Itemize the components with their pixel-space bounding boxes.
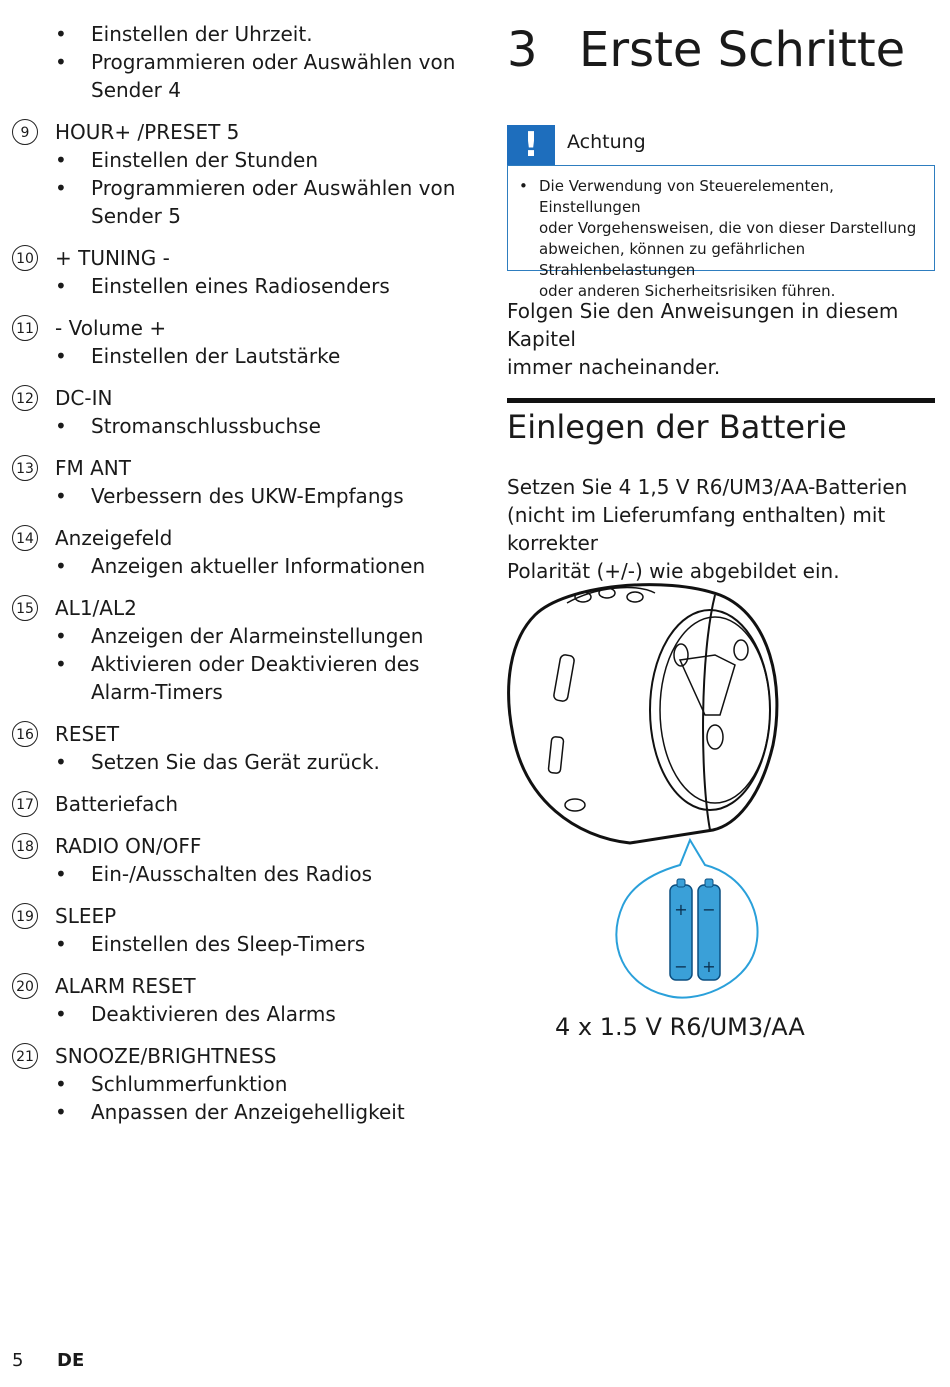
chapter-number: 3 [507,22,538,78]
bullet-text: Setzen Sie das Gerät zurück. [91,750,380,774]
item-number-badge: 15 [12,595,38,621]
chapter-heading [507,20,905,80]
bullet-text: Anzeigen aktueller Informationen [91,554,426,578]
bullet-dot: • [55,274,67,298]
chapter-title: Erste Schritte [579,22,906,78]
bullet-text: Stromanschlussbuchse [91,414,321,438]
item-title: FM ANT [55,456,131,480]
item-title: - Volume + [55,316,167,340]
item-number-badge: 11 [12,315,38,341]
caution-line: oder anderen Sicherheitsrisiken führen. [539,282,836,300]
item-number-badge: 14 [12,525,38,551]
bullet-text: Programmieren oder Auswählen von [91,50,456,74]
bullet-text: Schlummerfunktion [91,1072,288,1096]
bullet-text: Aktivieren oder Deaktivieren des [91,652,420,676]
item-title: HOUR+ /PRESET 5 [55,120,240,144]
item-title: Anzeigefeld [55,526,173,550]
caution-box [507,125,935,300]
item-title: ALARM RESET [55,974,196,998]
radio-device-drawing [509,585,777,843]
battery-plus-label: + [702,957,716,976]
bullet-text: Sender 4 [91,78,181,102]
section-line: Setzen Sie 4 1,5 V R6/UM3/AA-Batterien [507,475,908,499]
bullet-text: Einstellen des Sleep-Timers [91,932,366,956]
bullet-dot: • [55,750,67,774]
bullet-dot: • [55,1100,67,1124]
bullet-dot: • [55,50,67,74]
item-number-badge: 9 [12,119,38,145]
item-title: SNOOZE/BRIGHTNESS [55,1044,277,1068]
bullet-text: Anpassen der Anzeigehelligkeit [91,1100,405,1124]
caution-text [539,176,931,302]
bullet-dot: • [55,344,67,368]
item-number-badge: 16 [12,721,38,747]
item-number-badge: 20 [12,973,38,999]
battery-plus-label: + [674,900,688,919]
bullet-dot: • [55,624,67,648]
item-title: + TUNING - [55,246,170,270]
bullet-dot: • [55,862,67,886]
bullet-text: Einstellen der Stunden [91,148,319,172]
caution-bullet: • [519,177,528,195]
bullet-text: Verbessern des UKW-Empfangs [91,484,404,508]
item-number-badge: 17 [12,791,38,817]
caution-line: abweichen, können zu gefährlichen Strahlenbelastungen [539,240,806,279]
bullet-dot: • [55,554,67,578]
caution-line: Die Verwendung von Steuerelementen, Einstellungen [539,177,834,216]
caution-label: Achtung [567,131,646,153]
item-number-badge: 21 [12,1043,38,1069]
section-paragraph [507,473,937,585]
bullet-dot: • [55,484,67,508]
bullet-text: Alarm-Timers [91,680,223,704]
item-title: DC-IN [55,386,113,410]
bullet-text: Einstellen eines Radiosenders [91,274,390,298]
battery-minus-label: − [702,900,716,919]
caution-line: oder Vorgehensweisen, die von dieser Darstellung [539,219,917,237]
item-title: RADIO ON/OFF [55,834,202,858]
item-number-badge: 19 [12,903,38,929]
bullet-text: Einstellen der Lautstärke [91,344,341,368]
bullet-dot: • [55,176,67,200]
bullet-text: Anzeigen der Alarmeinstellungen [91,624,424,648]
item-number-badge: 10 [12,245,38,271]
bullet-dot: • [55,1072,67,1096]
bullet-dot: • [55,22,67,46]
item-number-badge: 13 [12,455,38,481]
bullet-dot: • [55,1002,67,1026]
bullet-text: Einstellen der Uhrzeit. [91,22,313,46]
language-code: DE [57,1350,85,1371]
bullet-text: Programmieren oder Auswählen von [91,176,456,200]
section-line: (nicht im Lieferumfang enthalten) mit korrekter [507,503,886,555]
bullet-dot: • [55,652,67,676]
bullet-dot: • [55,148,67,172]
intro-line: Folgen Sie den Anweisungen in diesem Kapitel [507,299,899,351]
warning-icon: ! [507,125,555,165]
item-number-badge: 12 [12,385,38,411]
bullet-dot: • [55,414,67,438]
intro-paragraph [507,297,937,381]
battery-minus-label: − [674,957,688,976]
battery-illustration [505,575,805,1015]
bullet-dot: • [55,932,67,956]
bullet-text: Deaktivieren des Alarms [91,1002,336,1026]
item-title: SLEEP [55,904,117,928]
item-number-badge: 18 [12,833,38,859]
item-title: Batteriefach [55,792,179,816]
section-line: Polarität (+/-) wie abgebildet ein. [507,559,840,583]
battery-caption: 4 x 1.5 V R6/UM3/AA [555,1013,805,1041]
bullet-text: Sender 5 [91,204,181,228]
section-divider [507,398,935,403]
page-number: 5 [12,1350,24,1371]
item-title: RESET [55,722,120,746]
intro-line: immer nacheinander. [507,355,721,379]
section-title: Einlegen der Batterie [507,408,847,446]
bullet-text: Ein-/Ausschalten des Radios [91,862,373,886]
item-title: AL1/AL2 [55,596,137,620]
